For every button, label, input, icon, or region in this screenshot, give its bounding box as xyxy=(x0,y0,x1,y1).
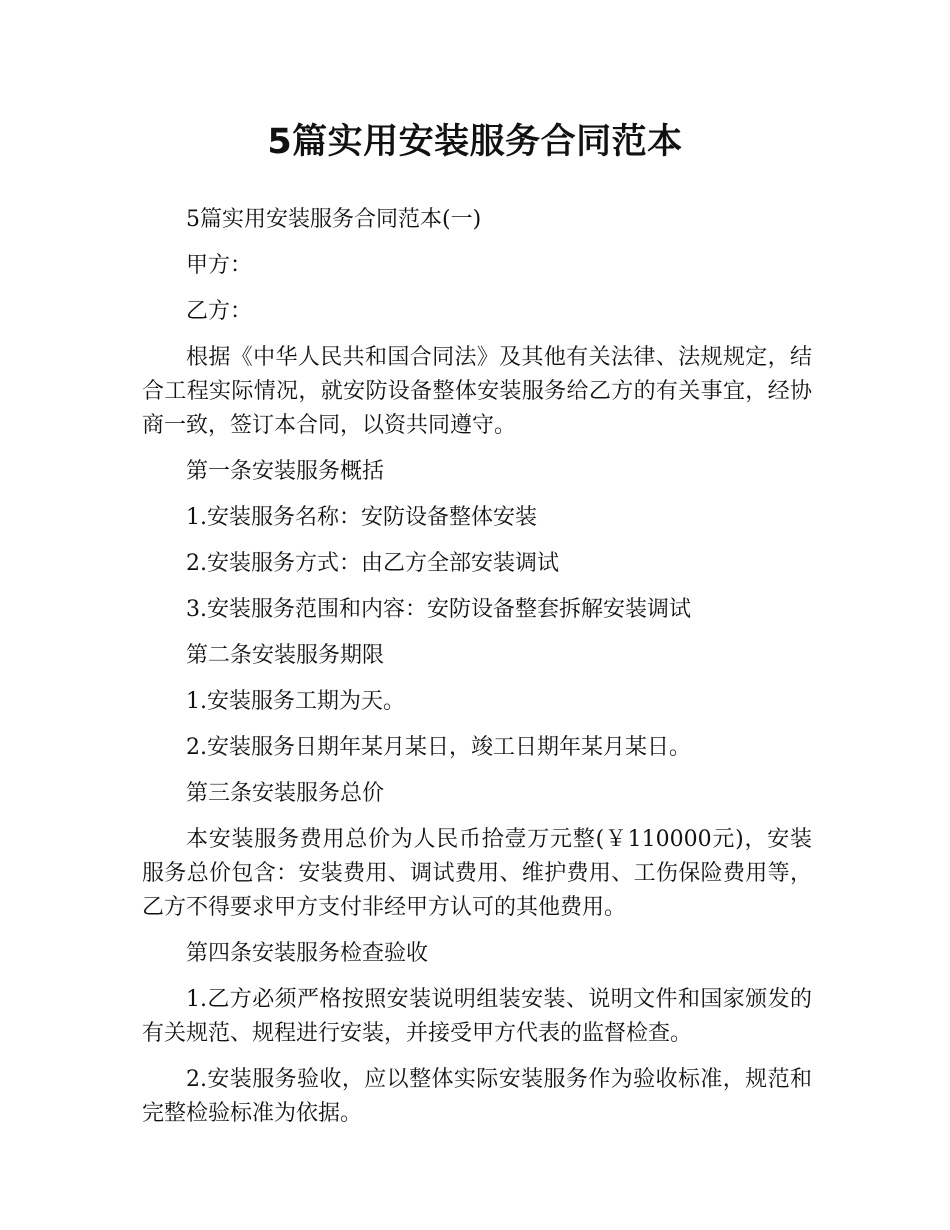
party-a-line: 甲方： xyxy=(186,253,253,278)
article-1-item-2: 2.安装服务方式：由乙方全部安装调试 xyxy=(186,551,559,576)
preamble-paragraph: 根据《中华人民共和国合同法》及其他有关法律、法规规定，结合工程实际情况，就安防设备整体安装服务给乙方的有关事宜，经协商一致，签订本合同，以资共同遵守。 xyxy=(142,345,812,438)
article-3-body: 本安装服务费用总价为人民币拾壹万元整(￥110000元)，安装服务总价包含：安装费用、调试费用、维护费用、工伤保险费用等，乙方不得要求甲方支付非经甲方认可的其他费用。 xyxy=(142,827,812,920)
document-title: 5篇实用安装服务合同范本 xyxy=(267,122,683,162)
article-2-item-1: 1.安装服务工期为天。 xyxy=(186,689,405,714)
article-4-item-2: 2.安装服务验收，应以整体实际安装服务作为验收标准，规范和完整检验标准为依据。 xyxy=(142,1067,812,1126)
article-2-heading: 第二条安装服务期限 xyxy=(186,643,385,668)
article-1-heading: 第一条安装服务概括 xyxy=(186,459,385,484)
article-1-item-1: 1.安装服务名称：安防设备整体安装 xyxy=(186,505,537,530)
subtitle-paragraph: 5篇实用安装服务合同范本(一) xyxy=(186,207,482,232)
article-2-item-2: 2.安装服务日期年某月某日，竣工日期年某月某日。 xyxy=(186,735,691,760)
document-body xyxy=(142,203,812,1143)
party-b-line: 乙方： xyxy=(186,299,253,324)
article-1-item-3: 3.安装服务范围和内容：安防设备整套拆解安装调试 xyxy=(186,597,691,622)
article-4-item-1: 1.乙方必须严格按照安装说明组装安装、说明文件和国家颁发的有关规范、规程进行安装，并接受甲方代表的监督检查。 xyxy=(142,987,812,1046)
article-3-heading: 第三条安装服务总价 xyxy=(186,781,385,806)
article-4-heading: 第四条安装服务检查验收 xyxy=(186,941,429,966)
